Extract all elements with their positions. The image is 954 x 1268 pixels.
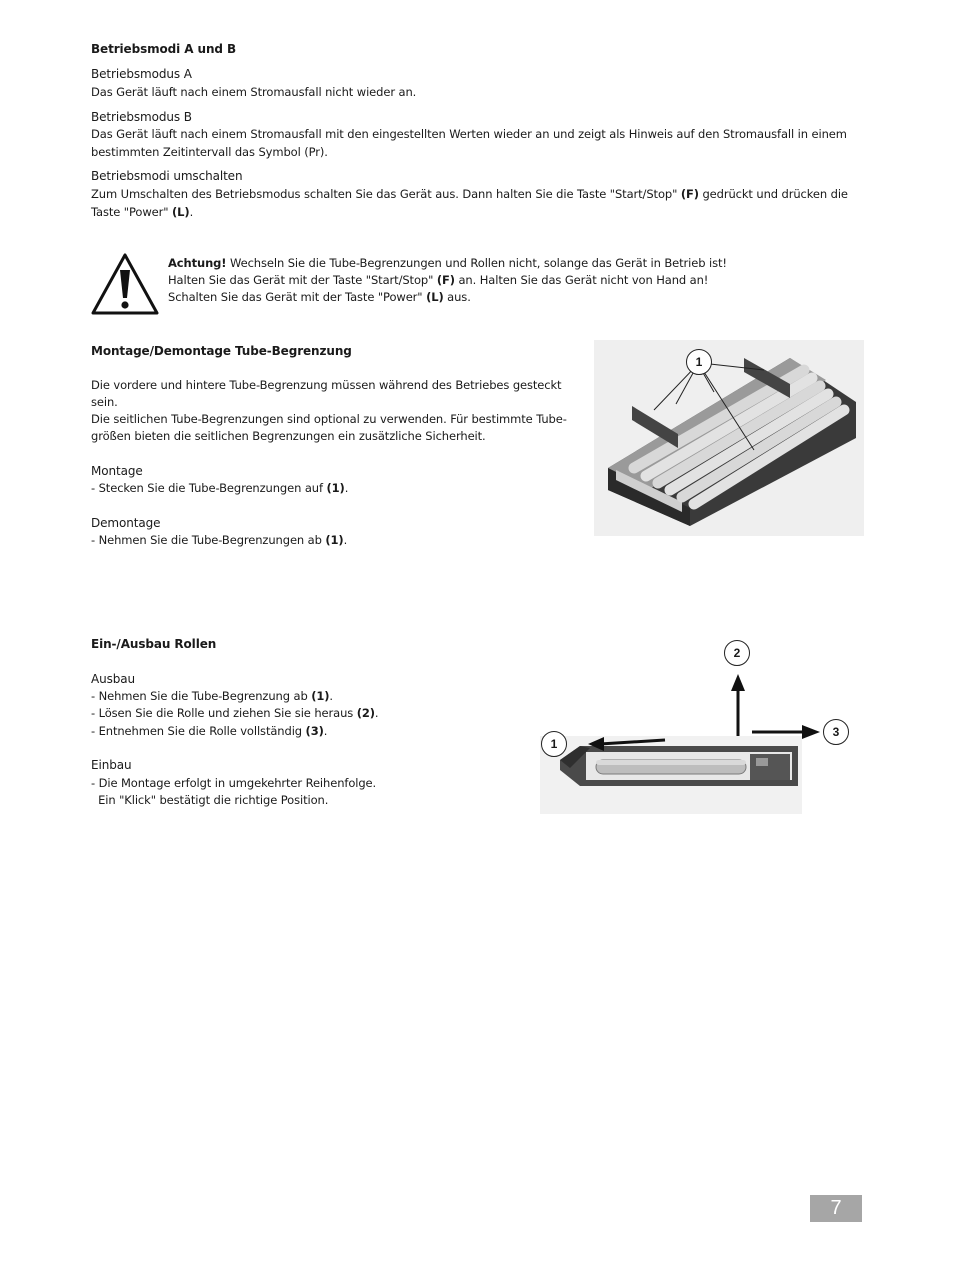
ausbau-step-1-end: . xyxy=(329,689,333,703)
switch-key-f: (F) xyxy=(680,187,699,201)
montage-heading: Montage/Demontage Tube-Begrenzung xyxy=(91,344,352,358)
removal-callout-1: 1 xyxy=(541,731,567,757)
switch-text-1 xyxy=(91,186,848,204)
roller-mixer-figure xyxy=(594,340,864,536)
warning-line-2a: Halten Sie das Gerät mit der Taste "Start/Stop" xyxy=(168,273,437,287)
ausbau-step-3-end: . xyxy=(323,724,328,738)
warning-line-1 xyxy=(168,255,727,273)
mode-a-title: Betriebsmodus A xyxy=(91,67,192,81)
ausbau-step-2-text: - Lösen Sie die Rolle und ziehen Sie sie heraus xyxy=(91,706,357,720)
warning-line-2 xyxy=(168,272,708,290)
warning-label: Achtung! xyxy=(168,256,227,270)
ausbau-step-1 xyxy=(91,688,333,706)
montage-p1-3: Die seitlichen Tube-Begrenzungen sind optional zu verwenden. Für bestimmte Tube- xyxy=(91,412,567,426)
warning-line-1-text: Wechseln Sie die Tube-Begrenzungen und Rollen nicht, solange das Gerät in Betrieb ist! xyxy=(226,256,727,270)
einbau-title: Einbau xyxy=(91,758,132,772)
demontage-step xyxy=(91,532,347,550)
demontage-step-text: - Nehmen Sie die Tube-Begrenzungen ab xyxy=(91,533,326,547)
montage-step-ref: (1) xyxy=(326,481,345,495)
montage-p1-1: Die vordere und hintere Tube-Begrenzung müssen während des Betriebes gesteckt xyxy=(91,378,562,392)
switch-text-2a: Taste "Power" xyxy=(91,205,173,219)
montage-p1-4: größen bieten die seitlichen Begrenzungen ein zusätzliche Sicherheit. xyxy=(91,429,486,443)
ausbau-step-2-end: . xyxy=(374,706,379,720)
warning-line-3a: Schalten Sie das Gerät mit der Taste "Power" xyxy=(168,290,427,304)
ausbau-step-2-ref: (2) xyxy=(356,706,375,720)
switch-text-2c: . xyxy=(189,205,194,219)
montage-p1-2: sein. xyxy=(91,395,118,409)
demontage-step-end: . xyxy=(343,533,348,547)
rollen-heading: Ein-/Ausbau Rollen xyxy=(91,637,217,651)
roller-removal-figure xyxy=(530,636,860,816)
ausbau-step-1-ref: (1) xyxy=(311,689,330,703)
montage-title: Montage xyxy=(91,464,143,478)
mode-b-title: Betriebsmodus B xyxy=(91,110,192,124)
ausbau-step-3-text: - Entnehmen Sie die Rolle vollständig xyxy=(91,724,306,738)
mode-b-text-1: Das Gerät läuft nach einem Stromausfall mit den eingestellten Werten wieder an und zeigt als Hinweis auf den Stromausfall in einem xyxy=(91,127,847,141)
switch-text-1a: Zum Umschalten des Betriebsmodus schalten Sie das Gerät aus. Dann halten Sie die Taste "Start/Stop" xyxy=(91,187,681,201)
einbau-line-2: Ein "Klick" bestätigt die richtige Position. xyxy=(91,793,329,807)
switch-title: Betriebsmodi umschalten xyxy=(91,169,243,183)
warning-line-3 xyxy=(168,289,471,307)
ausbau-title: Ausbau xyxy=(91,672,136,686)
removal-callout-3: 3 xyxy=(823,719,849,745)
ausbau-step-3 xyxy=(91,723,327,741)
montage-step-text: - Stecken Sie die Tube-Begrenzungen auf xyxy=(91,481,327,495)
warning-key-l: (L) xyxy=(426,290,444,304)
demontage-title: Demontage xyxy=(91,516,161,530)
switch-text-2 xyxy=(91,204,193,222)
figure-callout-1: 1 xyxy=(686,349,712,375)
ausbau-step-3-ref: (3) xyxy=(305,724,324,738)
ausbau-step-1-text: - Nehmen Sie die Tube-Begrenzung ab xyxy=(91,689,312,703)
switch-key-l: (L) xyxy=(172,205,190,219)
montage-step-end: . xyxy=(344,481,349,495)
warning-line-2c: an. Halten Sie das Gerät nicht von Hand an! xyxy=(454,273,709,287)
switch-text-1c: gedrückt und drücken die xyxy=(698,187,848,201)
ausbau-step-2 xyxy=(91,705,378,723)
mode-a-text: Das Gerät läuft nach einem Stromausfall nicht wieder an. xyxy=(91,85,417,99)
page-number: 7 xyxy=(810,1195,862,1222)
warning-line-3c: aus. xyxy=(443,290,471,304)
warning-triangle-icon xyxy=(90,252,160,316)
demontage-step-ref: (1) xyxy=(325,533,344,547)
mode-b-text-2: bestimmten Zeitintervall das Symbol (Pr). xyxy=(91,145,328,159)
removal-callout-2: 2 xyxy=(724,640,750,666)
warning-key-f: (F) xyxy=(436,273,455,287)
einbau-line-1: - Die Montage erfolgt in umgekehrter Reihenfolge. xyxy=(91,776,377,790)
montage-step xyxy=(91,480,348,498)
modes-heading: Betriebsmodi A und B xyxy=(91,42,237,56)
